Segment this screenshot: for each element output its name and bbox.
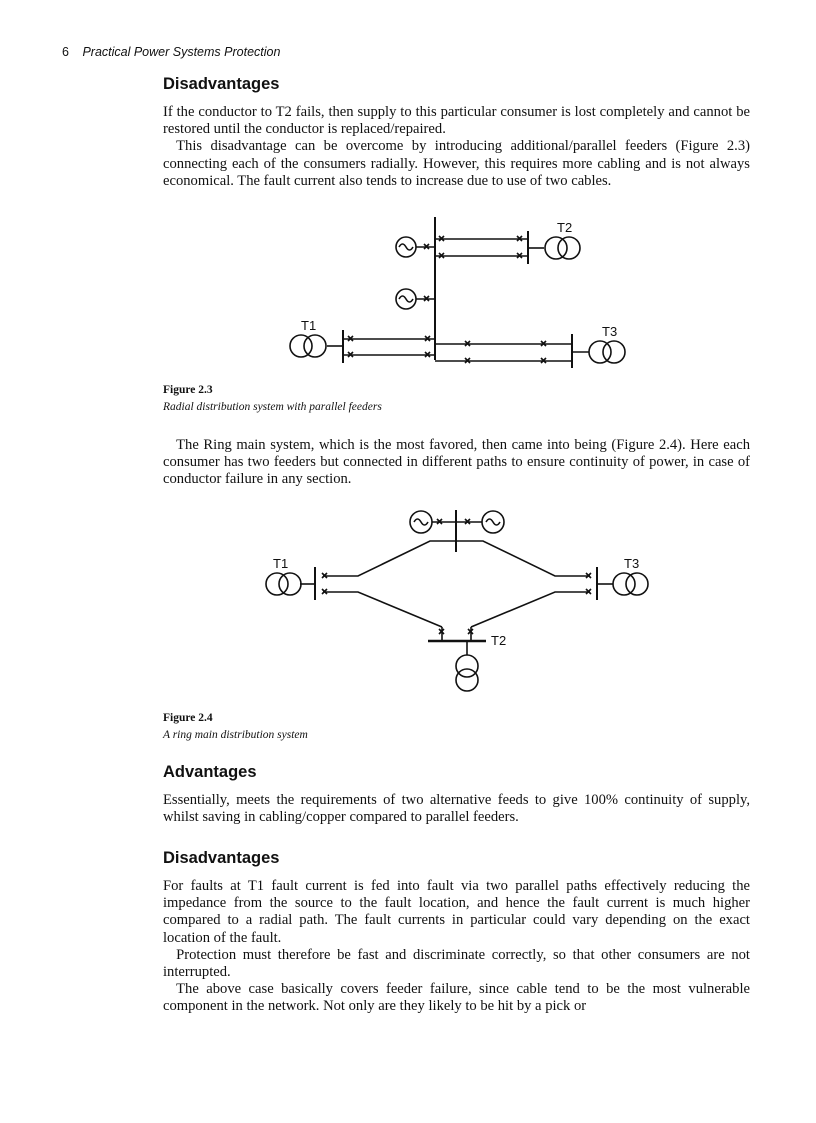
page-number: 6 <box>62 45 69 59</box>
section-heading-disadvantages-2: Disadvantages <box>163 849 280 867</box>
generator-icon <box>396 237 416 257</box>
paragraph: Protection must therefore be fast and discriminate correctly, so that other consumers are not interrupted. <box>163 946 750 981</box>
paragraph: The Ring main system, which is the most favored, then came into being (Figure 2.4). Here each consumer has two feeders but connected in different paths to ensure continuity of power, in case of conductor failure in any section. <box>163 437 750 488</box>
disadvantages2-body <box>163 878 750 1016</box>
generator-icon <box>396 289 416 309</box>
paragraph: For faults at T1 fault current is fed into fault via two parallel paths effectively reducing the impedance from the source to the fault location, and hence the fault current is much higher compared to a radial path. The fault currents in particular could vary depending on the exact location of the fault. <box>163 878 750 946</box>
section2-body <box>163 437 750 489</box>
paragraph: This disadvantage can be overcome by introducing additional/parallel feeders (Figure 2.3) connecting each of the consumers radially. However, this requires more cabling and is not always economical. The fault current also tends to increase due to use of two cables. <box>163 138 750 189</box>
paragraph: The above case basically covers feeder failure, since cable tend to be the most vulnerable component in the network. Not only are they likely to be hit by a pick or <box>163 981 750 1015</box>
paragraph: Essentially, meets the requirements of two alternative feeds to give 100% continuity of supply, whilst saving in cabling/copper compared to parallel feeders. <box>163 792 750 826</box>
figure-2-4-number: Figure 2.4 <box>163 712 213 724</box>
label-t3: T3 <box>602 324 618 339</box>
figure-2-4-caption: A ring main distribution system <box>163 729 308 741</box>
book-title: Practical Power Systems Protection <box>82 45 281 59</box>
paragraph: If the conductor to T2 fails, then supply to this particular consumer is lost completely and cannot be restored until the conductor is replaced/repaired. <box>163 104 750 138</box>
section-heading-disadvantages: Disadvantages <box>163 75 280 93</box>
label-t3: T3 <box>624 556 640 571</box>
label-t1: T1 <box>273 556 289 571</box>
figure-2-3-number: Figure 2.3 <box>163 384 213 396</box>
section1-body <box>163 104 750 190</box>
advantages-body <box>163 792 750 826</box>
breaker-markers <box>348 236 546 363</box>
label-t2: T2 <box>557 220 573 235</box>
running-head <box>62 45 280 59</box>
label-t2: T2 <box>491 633 507 648</box>
section-heading-advantages: Advantages <box>163 763 257 781</box>
label-t1: T1 <box>301 318 317 333</box>
figure-2-3-caption: Radial distribution system with parallel feeders <box>163 401 382 413</box>
